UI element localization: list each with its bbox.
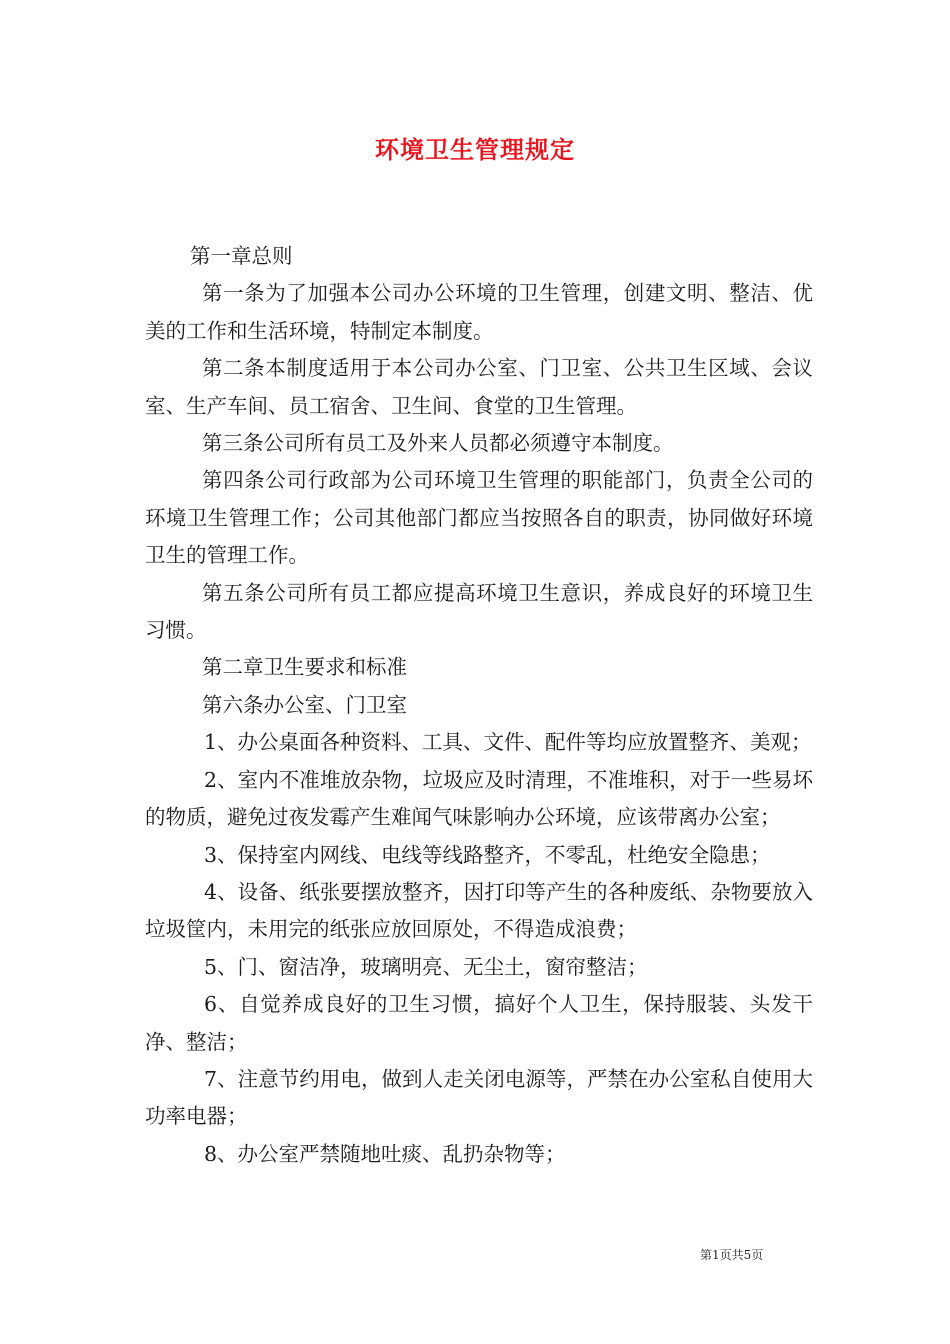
list-item: 4、设备、纸张要摆放整齐，因打印等产生的各种废纸、杂物要放入垃圾筐内，未用完的纸张应放回原处，不得造成浪费； [145,879,813,942]
list-item: 6、自觉养成良好的卫生习惯，搞好个人卫生，保持服装、头发干净、整洁； [145,992,813,1054]
list-item: 7、注意节约用电，做到人走关闭电源等，严禁在办公室私自使用大功率电器； [145,1066,813,1129]
article-paragraph: 第六条办公室、门卫室 [202,692,407,717]
chapter-heading: 第二章卫生要求和标准 [202,655,407,680]
page-number: 第1页共5页 [700,1248,764,1262]
list-item: 8、办公室严禁随地吐痰、乱扔杂物等； [204,1141,566,1166]
document-body [145,238,813,1173]
article-paragraph: 第五条公司所有员工都应提高环境卫生意识，养成良好的环境卫生习惯。 [145,580,813,643]
article-paragraph: 第三条公司所有员工及外来人员都必须遵守本制度。 [202,431,674,456]
chapter-heading: 第一章总则 [190,244,293,268]
list-item: 5、门、窗洁净，玻璃明亮、无尘土，窗帘整洁； [204,954,648,979]
list-item: 2、室内不准堆放杂物，垃圾应及时清理，不准堆积，对于一些易坏的物质，避免过夜发霉产生难闻气味影响办公环境，应该带离办公室； [145,767,813,830]
article-paragraph: 第二条本制度适用于本公司办公室、门卫室、公共卫生区域、会议室、生产车间、员工宿舍、卫生间、食堂的卫生管理。 [145,356,813,418]
list-item: 1、办公桌面各种资料、工具、文件、配件等均应放置整齐、美观； [204,730,812,755]
document-title: 环境卫生管理规定 [375,135,575,164]
article-paragraph: 第四条公司行政部为公司环境卫生管理的职能部门，负责全公司的环境卫生管理工作；公司其他部门都应当按照各自的职责，协同做好环境卫生的管理工作。 [145,468,813,568]
list-item: 3、保持室内网线、电线等线路整齐，不零乱，杜绝安全隐患； [204,842,771,867]
article-paragraph: 第一条为了加强本公司办公环境的卫生管理，创建文明、整洁、优美的工作和生活环境，特制定本制度。 [145,281,813,343]
